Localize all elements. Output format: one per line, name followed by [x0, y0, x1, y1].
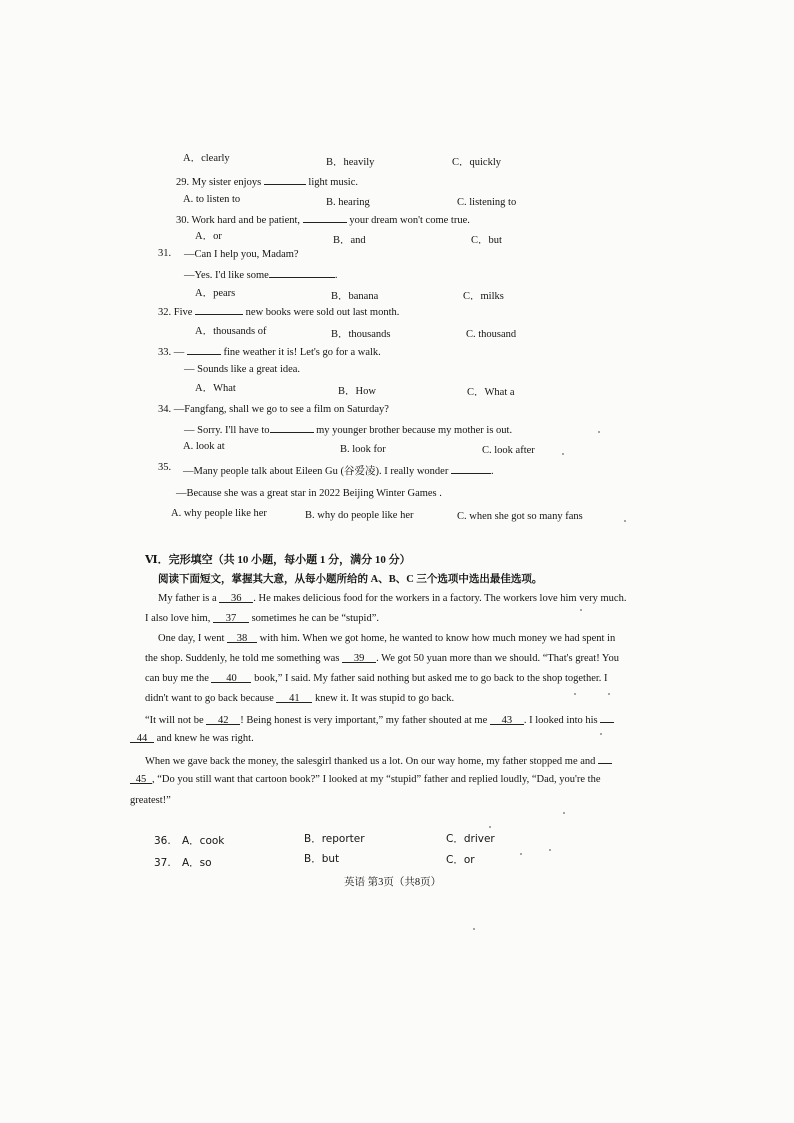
q37-option-c: C．or	[446, 854, 475, 866]
section-instruction: 阅读下面短文，掌握其大意，从每小题所给的 A、B、C 三个选项中选出最佳选项。	[158, 574, 543, 585]
q31-line2: —Yes. I'd like some .	[184, 267, 337, 283]
answer-blank	[187, 344, 221, 355]
blank-38: 38	[227, 632, 257, 643]
q30-option-b: B．and	[333, 235, 366, 246]
blank-41: 41	[276, 692, 312, 703]
q35-option-c: C. when she got so many fans	[457, 511, 583, 522]
answer-blank	[303, 212, 347, 223]
q34-line2: — Sorry. I'll have to my younger brother because my mother is out.	[184, 422, 512, 438]
q33-option-a: A．What	[195, 383, 236, 394]
q29-option-b: B. hearing	[326, 197, 370, 208]
answer-blank	[269, 267, 335, 278]
scan-speck	[574, 693, 576, 695]
q32-stem: 32. Five new books were sold out last month.	[158, 304, 399, 320]
q31-number: 31.	[158, 248, 172, 259]
q36-option-b: B．reporter	[304, 833, 365, 845]
q34-option-c: C. look after	[482, 445, 535, 456]
passage-line-6: didn't want to go back because 41 knew it. It was stupid to go back.	[145, 693, 455, 704]
q33-option-b: B．How	[338, 386, 376, 397]
q29-option-c: C. listening to	[457, 197, 517, 208]
q32-option-c: C. thousand	[466, 329, 517, 340]
q35-option-a: A. why people like her	[171, 508, 267, 519]
q35-option-b: B. why do people like her	[305, 510, 414, 521]
passage-line-9: When we gave back the money, the salesgirl thanked us a lot. On our way home, my father stopped me and	[145, 753, 612, 769]
q30-option-a: A．or	[195, 231, 222, 242]
answer-blank	[195, 304, 243, 315]
q30-stem: 30. Work hard and be patient, your dream won't come true.	[176, 212, 470, 228]
blank-45: 45	[130, 773, 152, 784]
blank-42: 42	[206, 714, 240, 725]
q37-option-a: A．so	[182, 857, 212, 869]
answer-blank	[270, 422, 314, 433]
answer-blank	[451, 463, 491, 474]
q30-option-c: C．but	[471, 235, 502, 246]
q31-option-a: A．pears	[195, 288, 236, 299]
blank-39: 39	[342, 652, 376, 663]
q31-line1: —Can I help you, Madam?	[184, 249, 299, 260]
q34-stem: 34. —Fangfang, shall we go to see a film on Saturday?	[158, 404, 389, 415]
passage-line-8: 44 and knew he was right.	[130, 732, 254, 746]
q32-option-b: B．thousands	[331, 329, 391, 340]
q36-number: 36.	[154, 835, 171, 847]
q31-option-b: B．banana	[331, 291, 379, 302]
q33-option-c: C．What a	[467, 387, 515, 398]
q33-stem: 33. — fine weather it is! Let's go for a walk.	[158, 344, 381, 360]
answer-blank	[598, 753, 612, 764]
scan-speck	[563, 812, 565, 814]
scan-speck	[600, 733, 602, 735]
page-footer: 英语 第3页（共8页）	[344, 877, 442, 888]
passage-line-1: My father is a 36 . He makes delicious food for the workers in a factory. The workers love him very much.	[158, 593, 627, 604]
q34-option-a: A. look at	[183, 441, 225, 452]
passage-line-5: can buy me the 40 book,” I said. My father said nothing but asked me to go back to the shop together. I	[145, 673, 608, 684]
q37-option-b: B．but	[304, 853, 340, 865]
blank-37: 37	[213, 612, 249, 623]
q29-option-a: A. to listen to	[183, 194, 241, 205]
passage-line-7: “It will not be 42 ! Being honest is very important,” my father shouted at me 43 . I looked into his	[145, 712, 614, 728]
answer-blank	[600, 712, 614, 723]
scan-speck	[520, 853, 522, 855]
q32-option-a: A．thousands of	[195, 326, 267, 337]
blank-36: 36	[219, 592, 253, 603]
scan-speck	[624, 520, 626, 522]
q36-option-c: C．driver	[446, 833, 495, 845]
q35-number: 35.	[158, 462, 172, 473]
q31-option-c: C．milks	[463, 291, 504, 302]
scan-speck	[473, 928, 475, 930]
answer-blank	[264, 174, 306, 185]
blank-43: 43	[490, 714, 524, 725]
blank-40: 40	[211, 672, 251, 683]
q28-option-a: A．clearly	[183, 153, 230, 164]
scan-speck	[562, 453, 564, 455]
q33-line2: — Sounds like a great idea.	[184, 364, 301, 375]
passage-line-11: greatest!”	[130, 795, 171, 806]
q29-stem: 29. My sister enjoys light music.	[176, 174, 358, 190]
q28-option-c: C．quickly	[452, 157, 501, 168]
scan-speck	[580, 609, 582, 611]
scan-speck	[608, 693, 610, 695]
passage-line-10: 45 , “Do you still want that cartoon book?” I looked at my “stupid” father and replied loudly, “Dad, you're the	[130, 773, 601, 787]
q36-option-a: A．cook	[182, 835, 225, 847]
passage-line-3: One day, I went 38 with him. When we got home, he wanted to know how much money we had spent in	[158, 633, 616, 644]
q28-option-b: B．heavily	[326, 157, 375, 168]
q35-line1: —Many people talk about Eileen Gu (谷爱凌). I really wonder .	[183, 463, 494, 479]
q37-number: 37.	[154, 857, 171, 869]
q35-line2: —Because she was a great star in 2022 Beijing Winter Games .	[176, 488, 442, 499]
section-title: Ⅵ．完形填空（共 10 小题，每小题 1 分，满分 10 分）	[145, 554, 411, 566]
blank-44: 44	[130, 732, 154, 743]
scan-speck	[549, 849, 551, 851]
q34-option-b: B. look for	[340, 444, 386, 455]
passage-line-2: I also love him, 37 sometimes he can be “stupid”.	[145, 613, 379, 624]
passage-line-4: the shop. Suddenly, he told me something was 39 . We got 50 yuan more than we should. “That's great! You	[145, 653, 619, 664]
scan-speck	[489, 826, 491, 828]
scan-speck	[598, 431, 600, 433]
